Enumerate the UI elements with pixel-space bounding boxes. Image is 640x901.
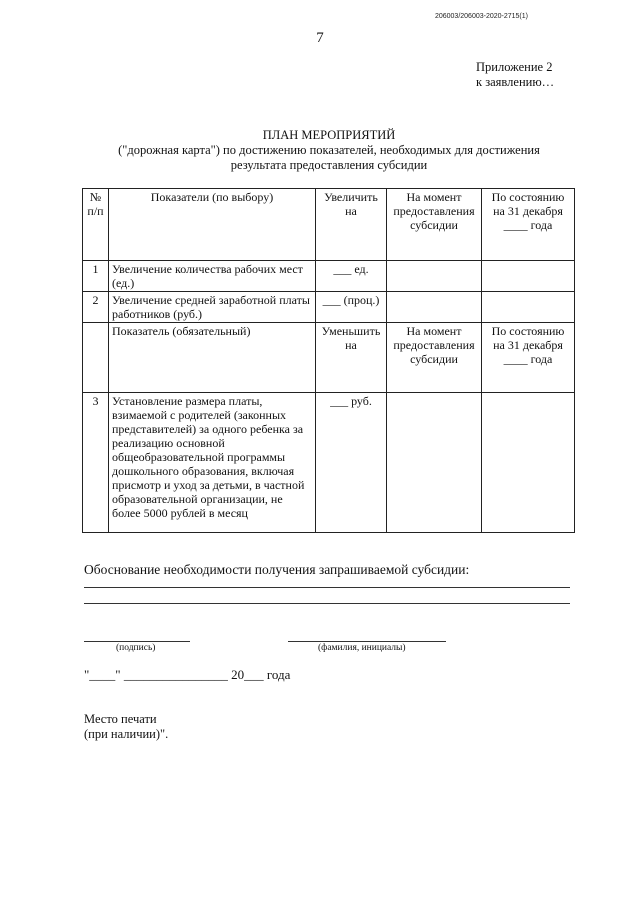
row-text: Установление размера платы, взимаемой с родителей (законных представителей) за одного ребенка за реализацию основной общеобразовательной программы дошкольного образования, включая присмотр и уход за детьми, в частной образовательной организации, не более 5000 рублей в месяц [109, 393, 316, 533]
justification-line-1 [84, 587, 570, 588]
title-line-1: ПЛАН МЕРОПРИЯТИЙ [262, 128, 396, 142]
row-value: ___ руб. [316, 393, 387, 533]
signature-line [84, 641, 190, 642]
subheader-indicator: Показатель (обязательный) [109, 323, 316, 393]
seal-note [84, 712, 168, 742]
row-num: 1 [83, 261, 109, 292]
plan-table [82, 188, 575, 533]
title-line-2: ("дорожная карта") по достижению показателей, необходимых для достижения [118, 143, 540, 157]
name-caption: (фамилия, инициалы) [318, 643, 406, 653]
row-num: 2 [83, 292, 109, 323]
header-at-moment: На момент предоставления субсидии [387, 189, 482, 261]
row-as-of-cell [482, 292, 575, 323]
title-line-3: результата предоставления субсидии [230, 158, 428, 172]
signature-caption: (подпись) [116, 643, 156, 653]
header-num: № п/п [83, 189, 109, 261]
row-as-of-cell [482, 393, 575, 533]
document-title [84, 128, 574, 173]
appendix-line-2: к заявлению… [476, 75, 555, 89]
subheader-decrease: Уменьшить на [316, 323, 387, 393]
subheader-at-moment: На момент предоставления субсидии [387, 323, 482, 393]
row-num: 3 [83, 393, 109, 533]
header-increase: Увеличить на [316, 189, 387, 261]
appendix-line-1: Приложение 2 [476, 60, 553, 74]
row-text: Увеличение количества рабочих мест (ед.) [109, 261, 316, 292]
row-at-moment-cell [387, 393, 482, 533]
table-row [83, 261, 575, 292]
subheader-as-of: По состоянию на 31 декабря ____ года [482, 323, 575, 393]
row-text: Увеличение средней заработной платы работников (руб.) [109, 292, 316, 323]
table-row [83, 393, 575, 533]
seal-line-2: (при наличии)". [84, 727, 169, 741]
row-at-moment-cell [387, 261, 482, 292]
seal-line-1: Место печати [84, 712, 157, 726]
table-subheader-row [83, 323, 575, 393]
row-at-moment-cell [387, 292, 482, 323]
page-number: 7 [316, 30, 324, 46]
row-as-of-cell [482, 261, 575, 292]
justification-label: Обоснование необходимости получения запрашиваемой субсидии: [84, 562, 470, 577]
table-row [83, 292, 575, 323]
date-line: "____" ________________ 20___ года [84, 667, 291, 682]
header-as-of: По состоянию на 31 декабря ____ года [482, 189, 575, 261]
document-id: 206003/206003-2020-2715(1) [434, 13, 528, 20]
row-value: ___ (проц.) [316, 292, 387, 323]
header-indicators: Показатели (по выбору) [109, 189, 316, 261]
subheader-num-cell [83, 323, 109, 393]
appendix-label [476, 60, 554, 90]
justification-line-2 [84, 603, 570, 604]
name-line [288, 641, 446, 642]
table-header-row [83, 189, 575, 261]
row-value: ___ ед. [316, 261, 387, 292]
